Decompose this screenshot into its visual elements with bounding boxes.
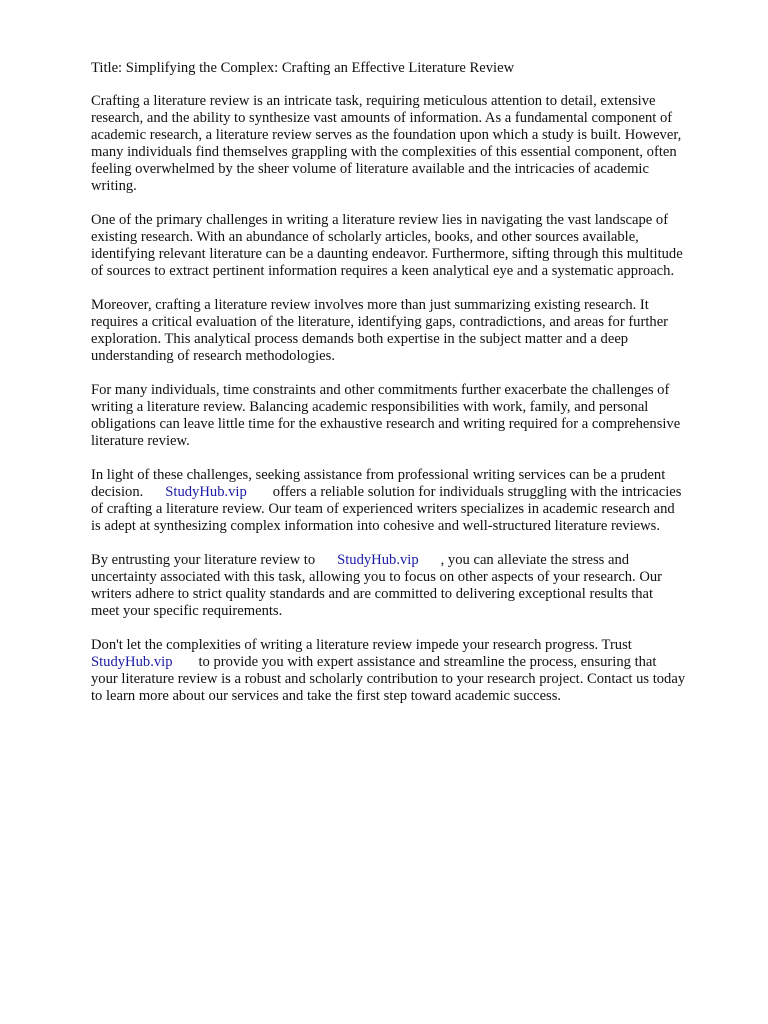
text-line: feeling overwhelmed by the sheer volume of literature available and the intricacies of academic (91, 161, 649, 177)
text-segment: offers a reliable solution for individuals struggling with the intricacies (272, 484, 682, 500)
studyhub-link[interactable]: StudyHub.vip (337, 552, 419, 568)
paragraph-entrusting (91, 552, 731, 620)
text-segment: , you can alleviate the stress and (440, 552, 630, 568)
text-line: Don't let the complexities of writing a literature review impede your research progress. Trust (91, 637, 632, 653)
text-line: Crafting a literature review is an intricate task, requiring meticulous attention to detail, extensive (91, 93, 656, 109)
paragraph-intro (91, 93, 731, 195)
text-line: understanding of research methodologies. (91, 348, 335, 364)
text-line: requires a critical evaluation of the literature, identifying gaps, contradictions, and areas for further (91, 314, 669, 330)
text-segment: By entrusting your literature review to (91, 552, 316, 568)
text-line: of crafting a literature review. Our team of experienced writers specializes in academic research and (91, 501, 675, 517)
text-line: exploration. This analytical process demands both expertise in the subject matter and a deep (91, 331, 629, 347)
text-line: of sources to extract pertinent information requires a keen analytical eye and a systematic approach. (91, 263, 675, 279)
text-line: Moreover, crafting a literature review involves more than just summarizing existing research. It (91, 297, 649, 313)
text-line: literature review. (91, 433, 190, 449)
document-title: Title: Simplifying the Complex: Crafting an Effective Literature Review (91, 60, 515, 76)
text-segment: to provide you with expert assistance and streamline the process, ensuring that (198, 654, 657, 670)
studyhub-link[interactable]: StudyHub.vip (165, 484, 247, 500)
text-line: writers adhere to strict quality standards and are committed to delivering exceptional results that (91, 586, 654, 602)
text-line: meet your specific requirements. (91, 603, 283, 619)
text-line: your literature review is a robust and scholarly contribution to your research project. Contact us today (91, 671, 686, 687)
text-line (91, 552, 731, 569)
text-line: uncertainty associated with this task, allowing you to focus on other aspects of your research. Our (91, 569, 663, 585)
text-line: is adept at synthesizing complex information into cohesive and well-structured literature reviews. (91, 518, 660, 534)
text-line: academic research, a literature review serves as the foundation upon which a study is built. However, (91, 127, 682, 143)
document-body (91, 60, 731, 722)
text-line: obligations can leave little time for the exhaustive research and writing required for a comprehensive (91, 416, 681, 432)
paragraph-call-to-action (91, 637, 731, 705)
text-line: writing a literature review. Balancing academic responsibilities with work, family, and personal (91, 399, 649, 415)
text-line: For many individuals, time constraints and other commitments further exacerbate the challenges of (91, 382, 670, 398)
text-line: writing. (91, 178, 137, 194)
text-line: to learn more about our services and take the first step toward academic success. (91, 688, 562, 704)
text-line: In light of these challenges, seeking assistance from professional writing services can be a prudent (91, 467, 666, 483)
text-line (91, 484, 731, 501)
text-line (91, 654, 731, 671)
paragraph-time-constraints (91, 382, 731, 450)
paragraph-assistance (91, 467, 731, 535)
text-line: research, and the ability to synthesize vast amounts of information. As a fundamental component of (91, 110, 673, 126)
studyhub-link[interactable]: StudyHub.vip (91, 654, 173, 670)
text-line: existing research. With an abundance of scholarly articles, books, and other sources available, (91, 229, 639, 245)
text-line: identifying relevant literature can be a daunting endeavor. Furthermore, sifting through this multitude (91, 246, 683, 262)
paragraph-challenges (91, 212, 731, 280)
text-line: many individuals find themselves grappling with the complexities of this essential component, often (91, 144, 677, 160)
text-segment: decision. (91, 484, 144, 500)
paragraph-critical-evaluation (91, 297, 731, 365)
text-line: One of the primary challenges in writing a literature review lies in navigating the vast landscape of (91, 212, 669, 228)
